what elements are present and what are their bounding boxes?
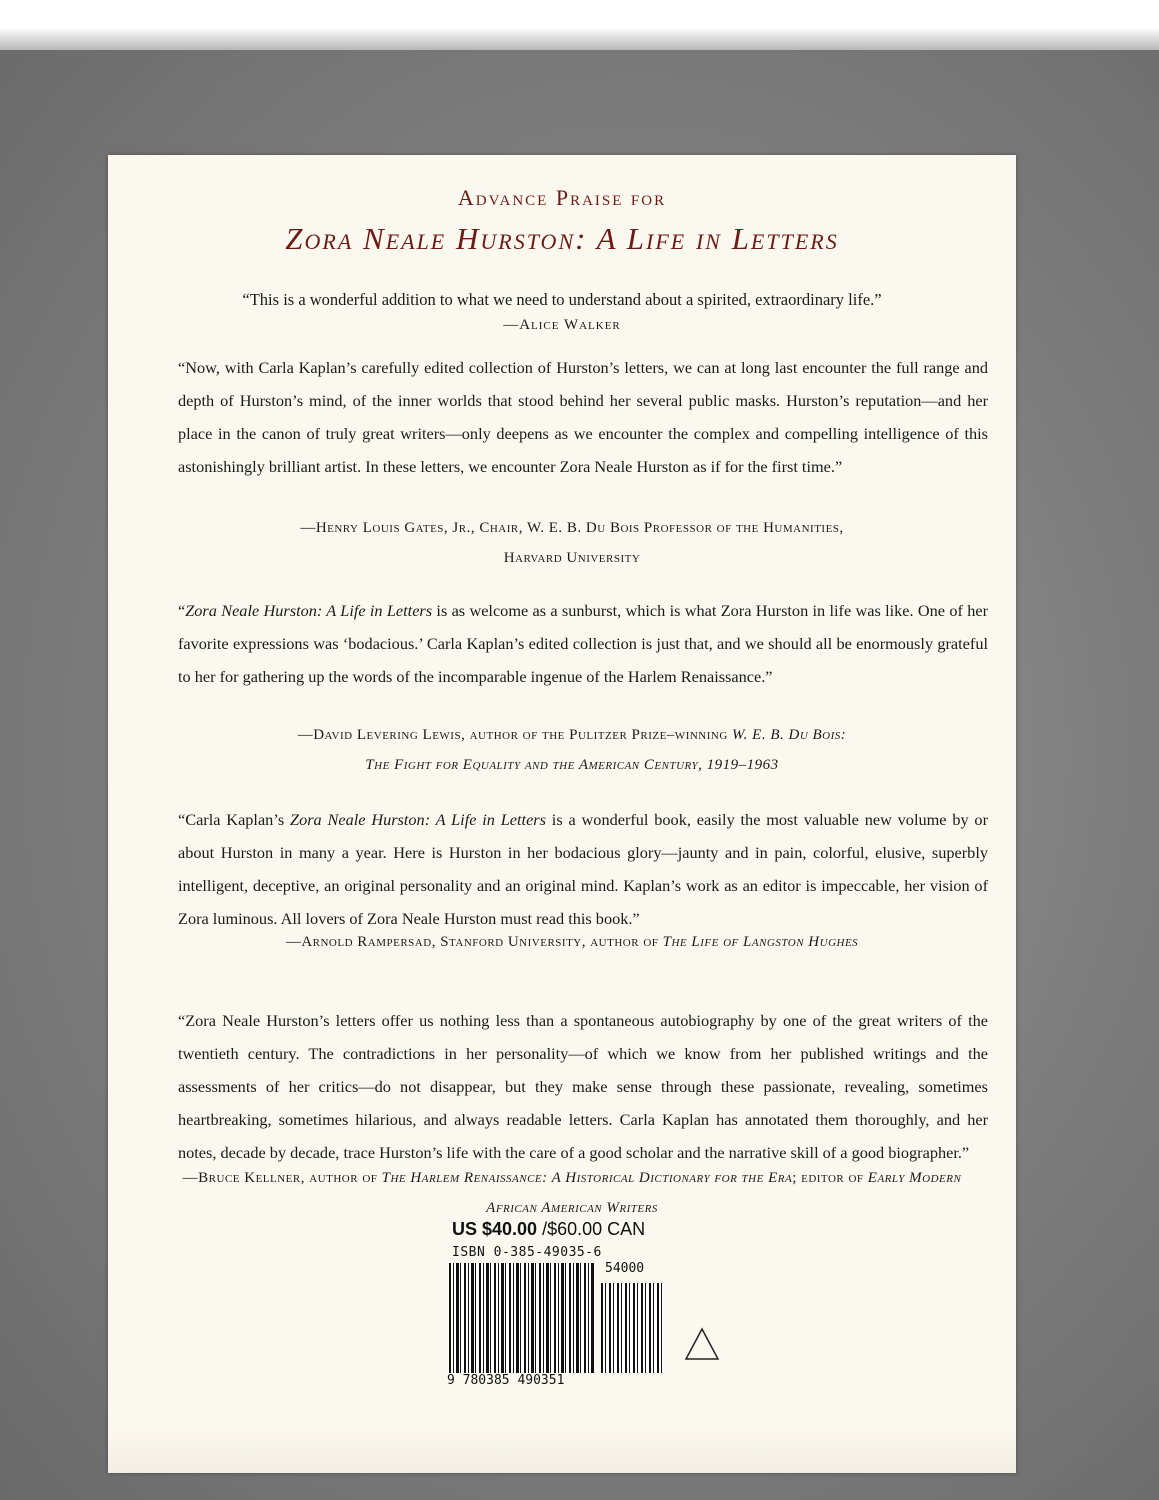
attribution-lewis-book2: The Fight for Equality and the American Century, 1919–1963 (365, 757, 779, 773)
attribution-lewis (168, 720, 976, 780)
price-label (452, 1219, 645, 1240)
attribution-gates-line1: —Henry Louis Gates, Jr., Chair, W. E. B. Du Bois Professor of the Humanities, (300, 520, 844, 536)
attribution-lewis-line1: —David Levering Lewis, author of the Pulitzer Prize–winning (297, 727, 733, 743)
quote-walker: “This is a wonderful addition to what we need to understand about a spirited, extraordinary life.” (242, 290, 882, 309)
attribution-rampersad-book: The Life of Langston Hughes (662, 934, 859, 950)
book-back-cover (108, 155, 1016, 1473)
quote-rampersad-pre: “Carla Kaplan’s (178, 810, 291, 829)
attribution-kellner-book1: The Harlem Renaissance: A Historical Dictionary for the Era (381, 1170, 793, 1186)
attribution-rampersad (168, 927, 976, 957)
attribution-walker: —Alice Walker (503, 317, 621, 333)
ean-barcode (449, 1263, 594, 1373)
attribution-kellner-book2: Early Modern African American Writers (486, 1170, 962, 1216)
attribution-kellner-line1: —Bruce Kellner, author of (182, 1170, 382, 1186)
isbn-label: ISBN 0-385-49035-6 (452, 1245, 602, 1260)
addon-barcode (601, 1283, 663, 1373)
quote-rampersad-title: Zora Neale Hurston: A Life in Letters (290, 810, 546, 829)
publisher-triangle-icon (682, 1325, 722, 1365)
quote-lewis-title: Zora Neale Hurston: A Life in Letters (185, 601, 433, 620)
attribution-kellner (168, 1163, 976, 1223)
attribution-rampersad-line1: —Arnold Rampersad, Stanford University, author of (285, 934, 663, 950)
book-title-heading: Zora Neale Hurston: A Life in Letters (285, 221, 839, 256)
praise-heading: Advance Praise for (457, 185, 667, 210)
scan-margin (0, 0, 1159, 50)
quote-gates: “Now, with Carla Kaplan’s carefully edited collection of Hurston’s letters, we can at long last encounter the full range and depth of Hurston’s mind, of the inner worlds that stood behind her several public masks. Hurston’s reputation—and her place in the canon of truly great writers—only deepens as we encounter the complex and compelling intelligence of this astonishingly brilliant artist. In these letters, we encounter Zora Neale Hurston as if for the first time.” (178, 358, 988, 476)
quote-rampersad-body: is a wonderful book, easily the most valuable new volume by or about Hurston in many a year. Here is Hurston in her bodacious glory—jaunty and in pain, colorful, elusive, superbly intelligent, deceptive, an original personality and an original mind. Kaplan’s work as an editor is impeccable, her vision of Zora luminous. All lovers of Zora Neale Hurston must read this book.” (178, 810, 988, 928)
price-can: /$60.00 CAN (537, 1219, 646, 1239)
quote-lewis-body: is as welcome as a sunburst, which is what Zora Hurston in life was like. One of her favorite expressions was ‘bodacious.’ Carla Kaplan’s edited collection is just that, and we should all be enormously grateful to her for gathering up the words of the incomparable ingenue of the Harlem Renaissance.” (178, 601, 988, 686)
addon-number: 54000 (605, 1261, 645, 1276)
price-us: US $40.00 (452, 1219, 538, 1239)
quote-rampersad (178, 803, 988, 935)
attribution-gates-line2: Harvard University (503, 550, 641, 566)
attribution-lewis-book1: W. E. B. Du Bois: (732, 727, 847, 743)
attribution-kellner-mid: ; editor of (792, 1170, 868, 1186)
ean-number: 9 780385 490351 (447, 1373, 565, 1388)
quote-kellner: “Zora Neale Hurston’s letters offer us nothing less than a spontaneous autobiography by one of the great writers of the twentieth century. The contradictions in her personality—of which we know from her published writings and the assessments of her critics—do not disappear, but they make sense through these passionate, revealing, sometimes heartbreaking, sometimes hilarious, and always readable letters. Carla Kaplan has annotated them thoroughly, and her notes, decade by decade, trace Hurston’s life with the care of a good scholar and the narrative skill of a good biographer.” (178, 1011, 988, 1162)
quote-lewis: “Zora Neale Hurston: A Life in Letters is as welcome as a sunburst, which is what Zora Hurston in life was like. One of her favorite expressions was ‘bodacious.’ Carla Kaplan’s edited collection is just that, and we should all be enormously grateful to her for gathering up the words of the incomparable ingenue of the Harlem Renaissance.” (178, 601, 988, 686)
attribution-gates (168, 513, 976, 573)
